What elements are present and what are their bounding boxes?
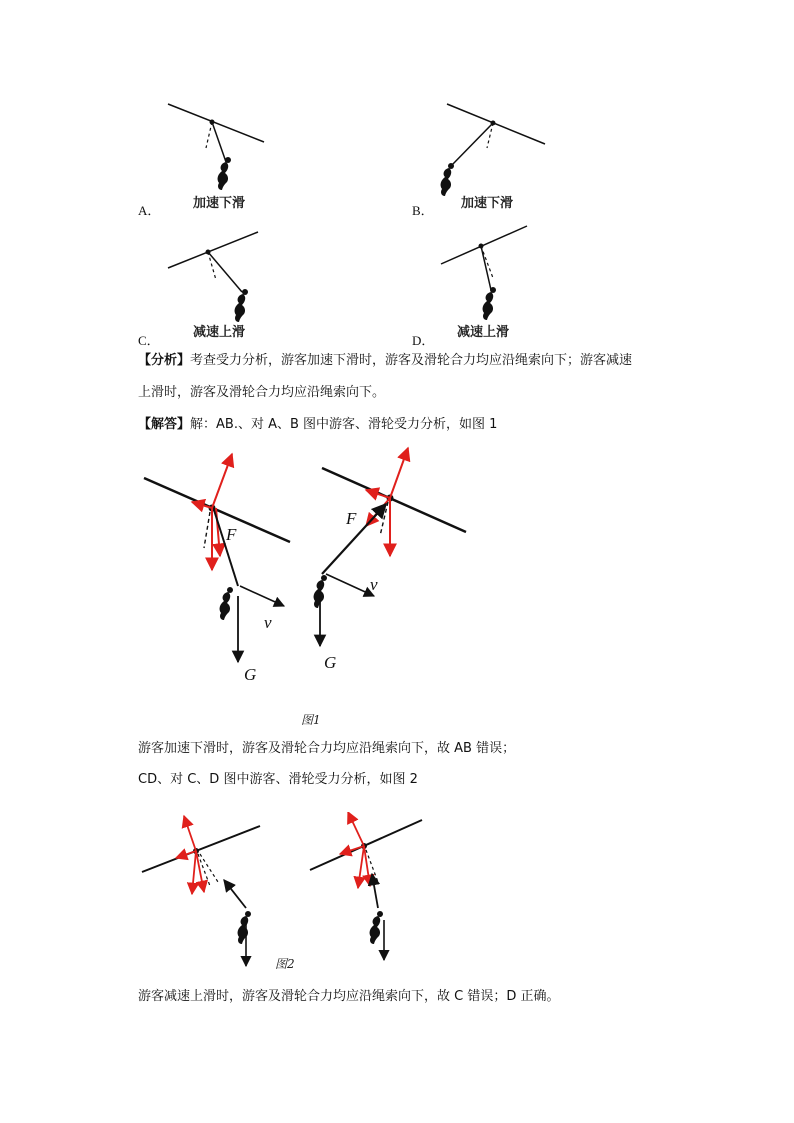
red-force-left: [176, 851, 196, 858]
red-force-up: [390, 448, 408, 498]
velocity-arrow: [240, 586, 284, 606]
option-a-caption: 加速下滑: [193, 196, 246, 211]
red-force-left: [366, 490, 390, 498]
analysis-tag: 【分析】: [138, 353, 191, 368]
figure-2-caption: 图2: [275, 957, 295, 971]
red-force-left: [340, 846, 364, 854]
rope-line: [481, 246, 491, 290]
rope-line: [212, 122, 226, 162]
rope-line: [451, 123, 493, 166]
red-force-down: [358, 846, 364, 888]
cable-line: [142, 826, 260, 872]
option-d-diagram: [435, 222, 535, 322]
option-c-diagram: [160, 226, 270, 326]
option-d-caption: 减速上滑: [457, 325, 510, 340]
label-v-right: v: [370, 575, 378, 594]
figure-1-diagram: [140, 446, 480, 691]
analysis-line-1: [138, 352, 632, 370]
figure-1-caption: 图1: [301, 713, 321, 727]
red-force-up: [348, 812, 364, 846]
dashed-vertical: [204, 512, 210, 548]
red-force-down-right: [196, 851, 204, 892]
solution-line: [138, 416, 497, 434]
option-c-caption: 减速上滑: [193, 325, 246, 340]
after-figure-1-line: 游客加速下滑时，游客及滑轮合力均应沿绳索向下，故 AB 错误；: [138, 741, 516, 756]
option-c-label: C．: [138, 333, 160, 348]
cable-line: [168, 232, 258, 268]
red-force-up: [184, 816, 196, 851]
cable-line: [447, 104, 545, 144]
red-force-down: [192, 851, 196, 894]
cable-line: [168, 104, 264, 142]
solution-tag: 【解答】: [138, 417, 191, 432]
label-g-right: G: [324, 653, 337, 672]
red-force-up: [212, 454, 232, 508]
label-g-left: G: [244, 665, 257, 684]
option-b-label: B．: [412, 203, 434, 218]
option-d-label: D．: [412, 333, 435, 348]
analysis-text-1: 考查受力分析，游客加速下滑时，游客及滑轮合力均应沿绳索向下；游客减速: [190, 353, 633, 368]
velocity-arrow: [326, 574, 374, 596]
figure-2-diagram: [138, 812, 428, 972]
option-b-diagram: [435, 98, 550, 198]
cable-line: [322, 468, 466, 532]
option-a-label: A．: [138, 203, 161, 218]
analysis-text-2: 上滑时，游客及滑轮合力均应沿绳索向下。: [138, 385, 386, 400]
dashed-vertical: [206, 122, 212, 148]
label-v-left: v: [264, 613, 272, 632]
solution-text: 解：AB.、对 A、B 图中游客、滑轮受力分析，如图 1: [190, 417, 498, 432]
option-a-diagram: [160, 98, 270, 198]
cd-analysis-line: CD、对 C、D 图中游客、滑轮受力分析，如图 2: [138, 772, 418, 787]
label-f-right: F: [346, 509, 357, 528]
rope-force-arrow: [224, 880, 246, 908]
label-f-left: F: [226, 525, 237, 544]
conclusion-line: 游客减速上滑时，游客及滑轮合力均应沿绳索向下，故 C 错误；D 正确。: [138, 989, 560, 1004]
option-b-caption: 加速下滑: [461, 196, 514, 211]
analysis-line-2: [138, 384, 385, 402]
rope-line: [214, 510, 238, 586]
